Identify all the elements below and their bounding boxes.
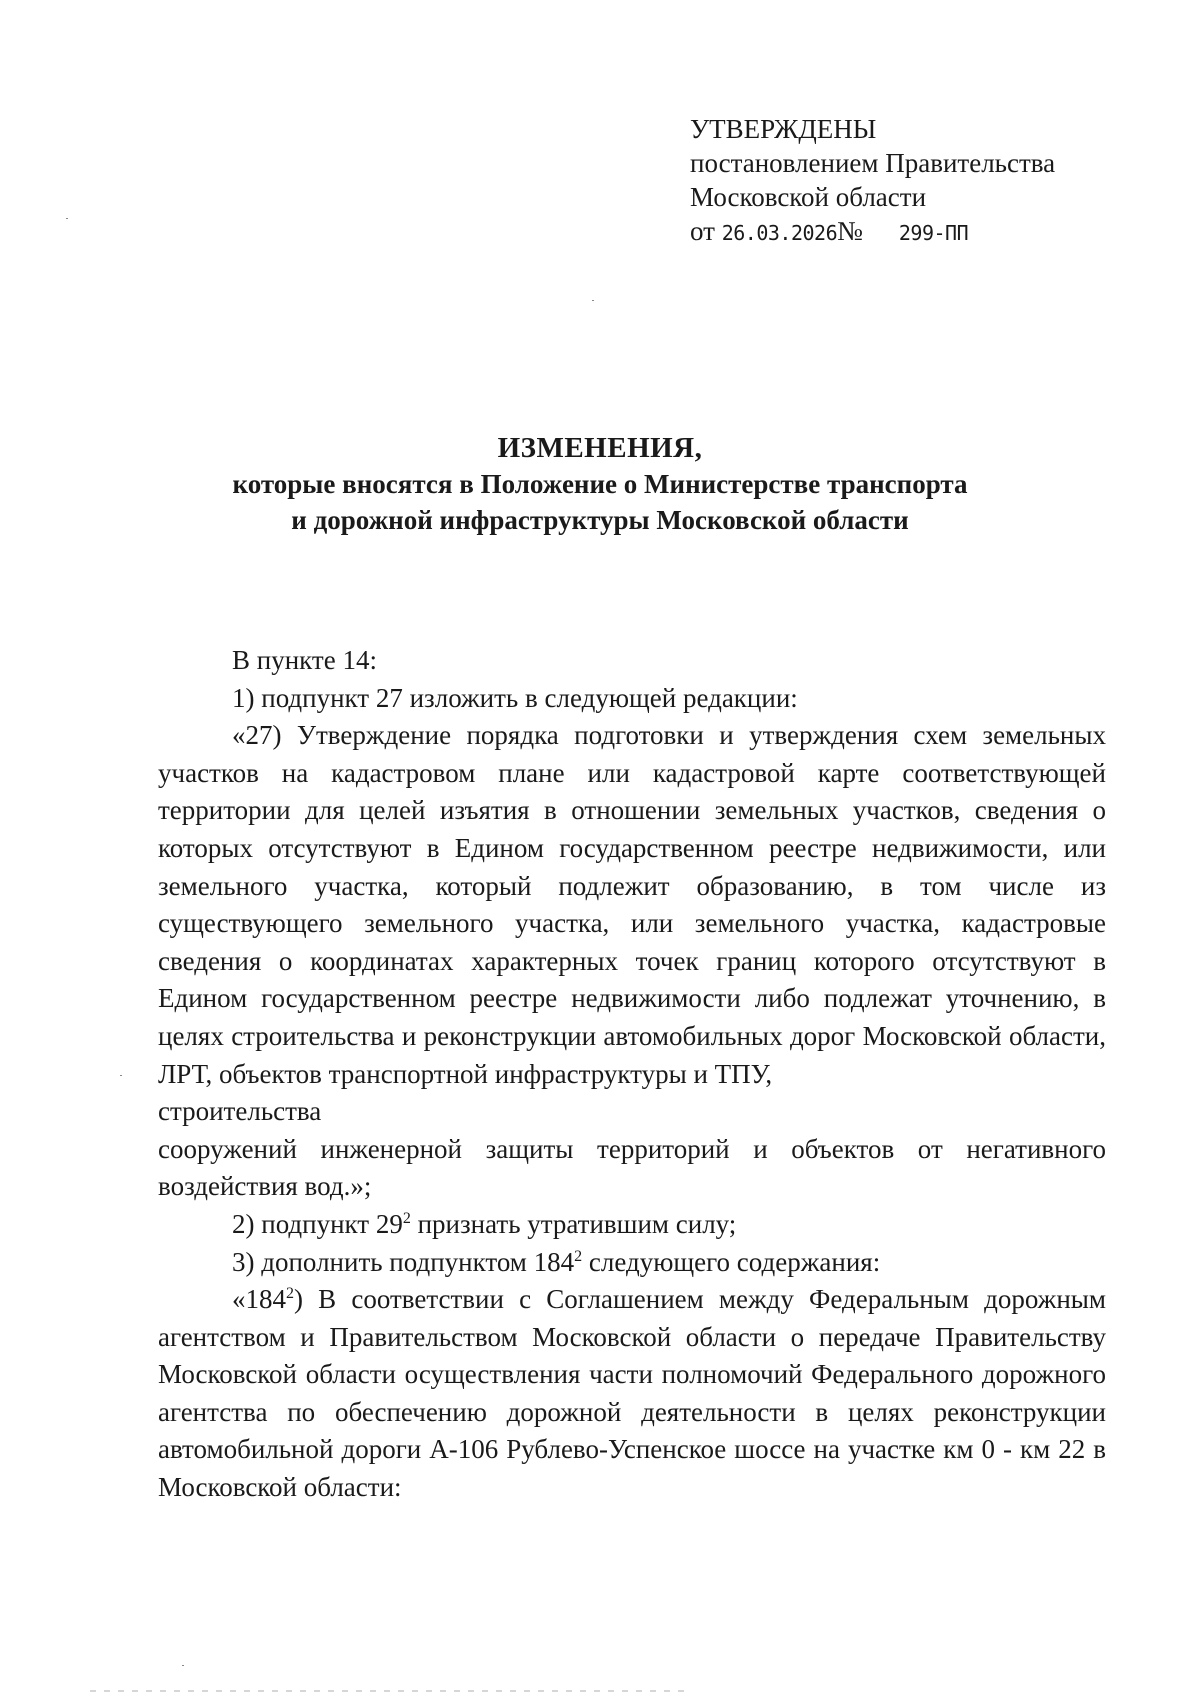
item-2-text: 2) подпункт 29 [232, 1208, 403, 1239]
item-2-superscript: 2 [402, 1209, 411, 1227]
paragraph-point-14: В пункте 14: [232, 645, 377, 675]
paragraph-item-1: 1) подпункт 27 изложить в следующей редакции: [232, 682, 798, 713]
scan-speck [120, 1075, 122, 1076]
title-subtitle-line-1: которые вносятся в Положение о Министерстве транспорта [232, 469, 968, 499]
paragraph-item-2 [158, 1206, 1106, 1244]
approval-number-sign: № [837, 216, 863, 246]
approval-number: 299-ПП [898, 221, 969, 245]
approval-date: 26.03.2026 [721, 221, 838, 245]
document-title [160, 430, 1040, 538]
approval-date-line [690, 214, 1110, 250]
item-3-text-end: следующего содержания: [582, 1246, 881, 1277]
paragraph-subitem-27-tail: строительства [158, 1096, 322, 1127]
item-3-superscript: 2 [574, 1247, 583, 1265]
paragraph-subitem-27-continuation: сооружений инженерной защиты территорий и объектов от негативного воздействия вод.»; [158, 1133, 1106, 1202]
item-2-text-end: признать утратившим силу; [410, 1208, 737, 1239]
title-subtitle-line-2: и дорожной инфраструктуры Московской области [291, 505, 909, 535]
scan-edge-artifact [90, 1690, 690, 1692]
approval-stamp-block [690, 112, 1110, 250]
document-body [158, 642, 1106, 1507]
scan-speck [592, 300, 594, 301]
scan-speck [182, 1665, 184, 1666]
subitem-184-text-end: ) В соответствии с Соглашением между Федеральным дорожным агентством и Правительством Московской области о передаче Правительству Московской области осуществления части полномочий Федерального дорожного агентства по обеспечению дорожной деятельности в целях реконструкции автомобильной дороги А-106 Рублево-Успенское шоссе на участке км 0 - км 22 в Московской области: [158, 1284, 1106, 1503]
approval-date-prefix: от [690, 216, 715, 246]
approval-resolution-line: постановлением Правительства [690, 148, 1056, 178]
approval-heading: УТВЕРЖДЕНЫ [690, 114, 877, 144]
scan-speck [66, 218, 68, 219]
paragraph-subitem-184 [158, 1281, 1106, 1507]
paragraph-subitem-27: «27) Утверждение порядка подготовки и утверждения схем земельных участков на кадастровом плане или кадастровой карте соответствующей территории для целей изъятия в отношении земельных участков, сведения о которых отсутствуют в Едином государственном реестре недвижимости, или земельного участка, который подлежит образованию, в том числе из существующего земельного участка, или земельного участка, кадастровые сведения о координатах характерных точек границ которого отсутствуют в Едином государственном реестре недвижимости либо подлежат уточнению, в целях строительства и реконструкции автомобильных дорог Московской области, ЛРТ, объектов транспортной инфраструктуры и ТПУ, [158, 720, 1106, 1089]
approval-region-line: Московской области [690, 182, 927, 212]
item-3-text: 3) дополнить подпунктом 184 [232, 1246, 575, 1277]
title-main: ИЗМЕНЕНИЯ, [497, 432, 703, 464]
subitem-184-text: «184 [232, 1284, 286, 1315]
paragraph-item-3 [158, 1244, 1106, 1282]
subitem-184-superscript: 2 [286, 1285, 294, 1303]
